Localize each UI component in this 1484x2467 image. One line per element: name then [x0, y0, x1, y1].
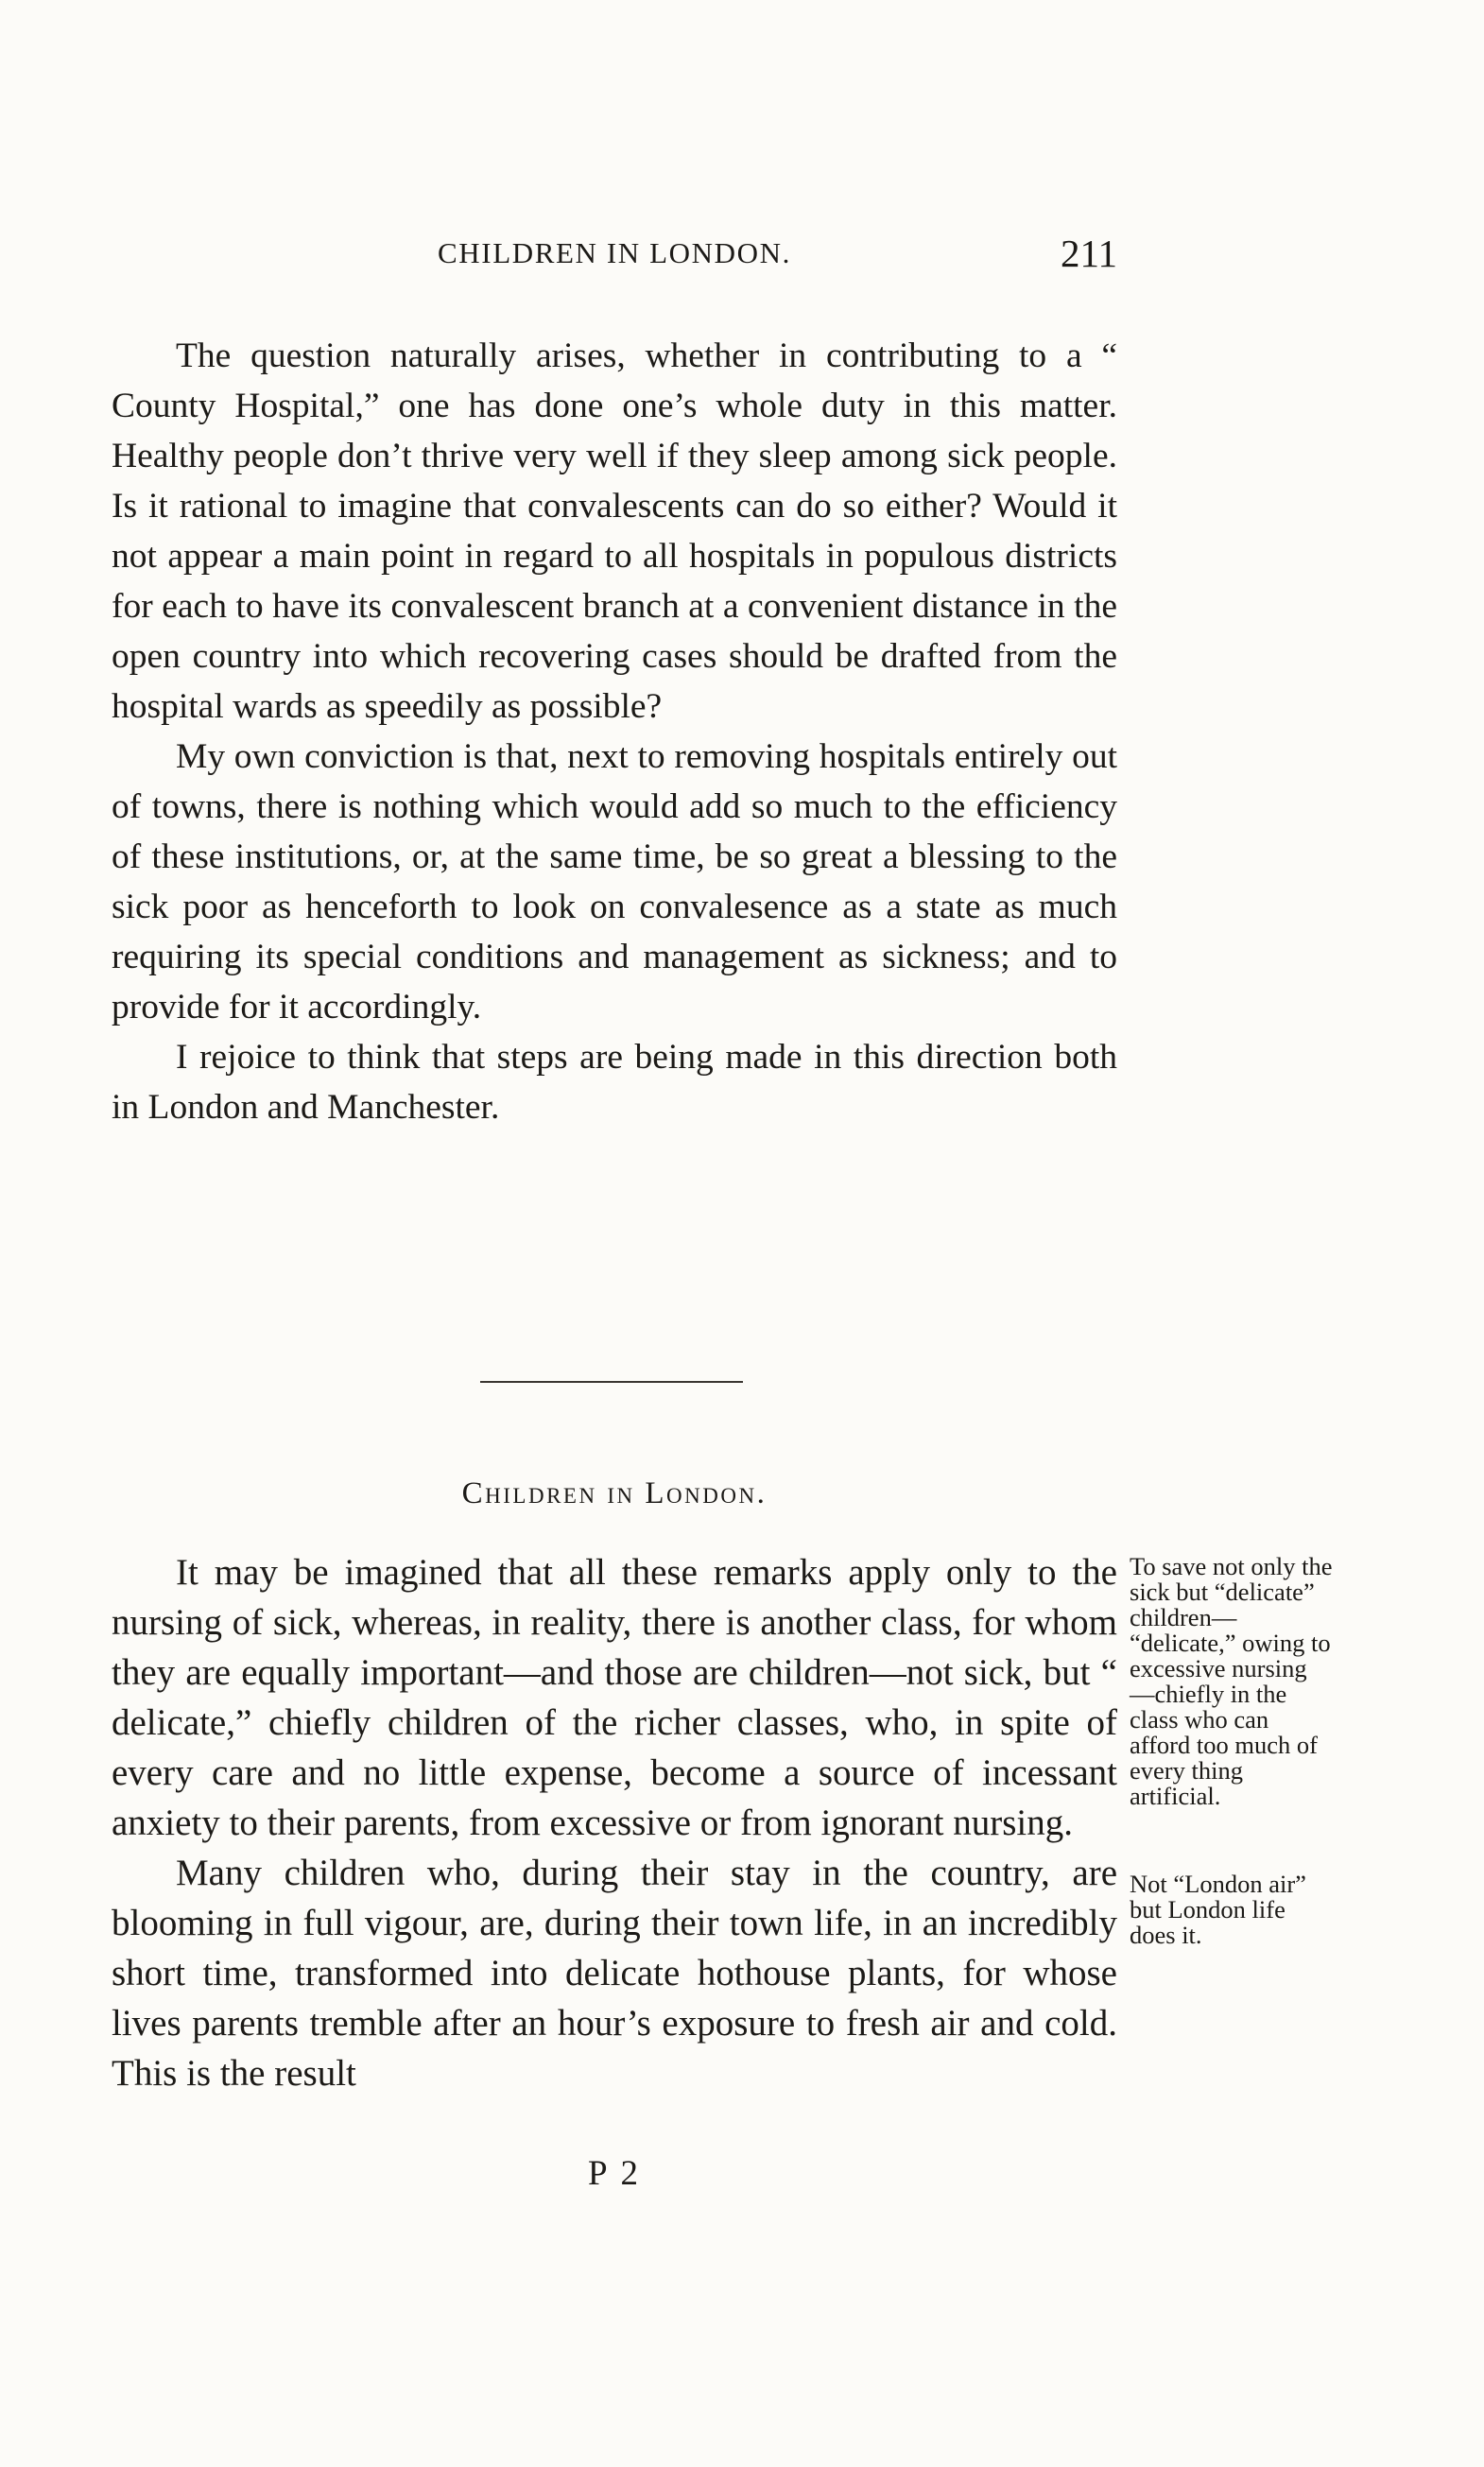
children-section — [112, 1547, 1117, 2098]
marginal-note: To save not only the sick but “delicate” children— “delicate,” owing to excessive nursing —chiefly in the class who can afford too much of every thing artificial. — [1130, 1552, 1333, 1810]
marginal-note: Not “London air” but London life does it. — [1130, 1870, 1306, 1949]
section-divider — [480, 1381, 743, 1383]
paragraph: My own conviction is that, next to removing hospitals entirely out of towns, there is nothing which would add so much to the efficiency of these institutions, or, at the same time, be so great a blessing to the sick poor as henceforth to look on convalesence as a state as much requiring its special conditions and management as sickness; and to provide for it accordingly. — [112, 737, 1117, 1026]
marginal-notes — [1130, 1554, 1333, 1948]
page-number: 211 — [1061, 232, 1117, 275]
paragraph: The question naturally arises, whether in contributing to a “ County Hospital,” one has done one’s whole duty in this matter. Healthy people don’t thrive very well if they sleep among sick people. Is it rational to imagine that convalescents can do so either? Would it not appear a main point in regard to all hospitals in populous districts for each to have its convalescent branch at a convenient distance in the open country into which recovering cases should be drafted from the hospital wards as speedily as possible? — [112, 336, 1117, 726]
signature-mark: P 2 — [588, 2154, 641, 2193]
running-title: CHILDREN IN LONDON. — [438, 236, 791, 269]
hospital-section — [112, 331, 1117, 1132]
paragraph: It may be imagined that all these remarks apply only to the nursing of sick, whereas, in reality, there is another class, for whom they are equally important—and those are children—not sick, but “ delicate,” chiefly children of the richer classes, who, in spite of every care and no little expense, become a source of incessant anxiety to their parents, from excessive or from ignorant nursing. — [112, 1552, 1117, 1843]
paragraph: I rejoice to think that steps are being made in this direction both in London and Manchester. — [112, 1038, 1117, 1127]
page-header — [112, 232, 1117, 293]
paragraph: Many children who, during their stay in the country, are blooming in full vigour, are, during their town life, in an incredibly short time, transformed into delicate hothouse plants, for whose lives parents tremble after an hour’s exposure to fresh air and cold. This is the result — [112, 1853, 1117, 2094]
section-heading: Children in London. — [461, 1476, 768, 1510]
